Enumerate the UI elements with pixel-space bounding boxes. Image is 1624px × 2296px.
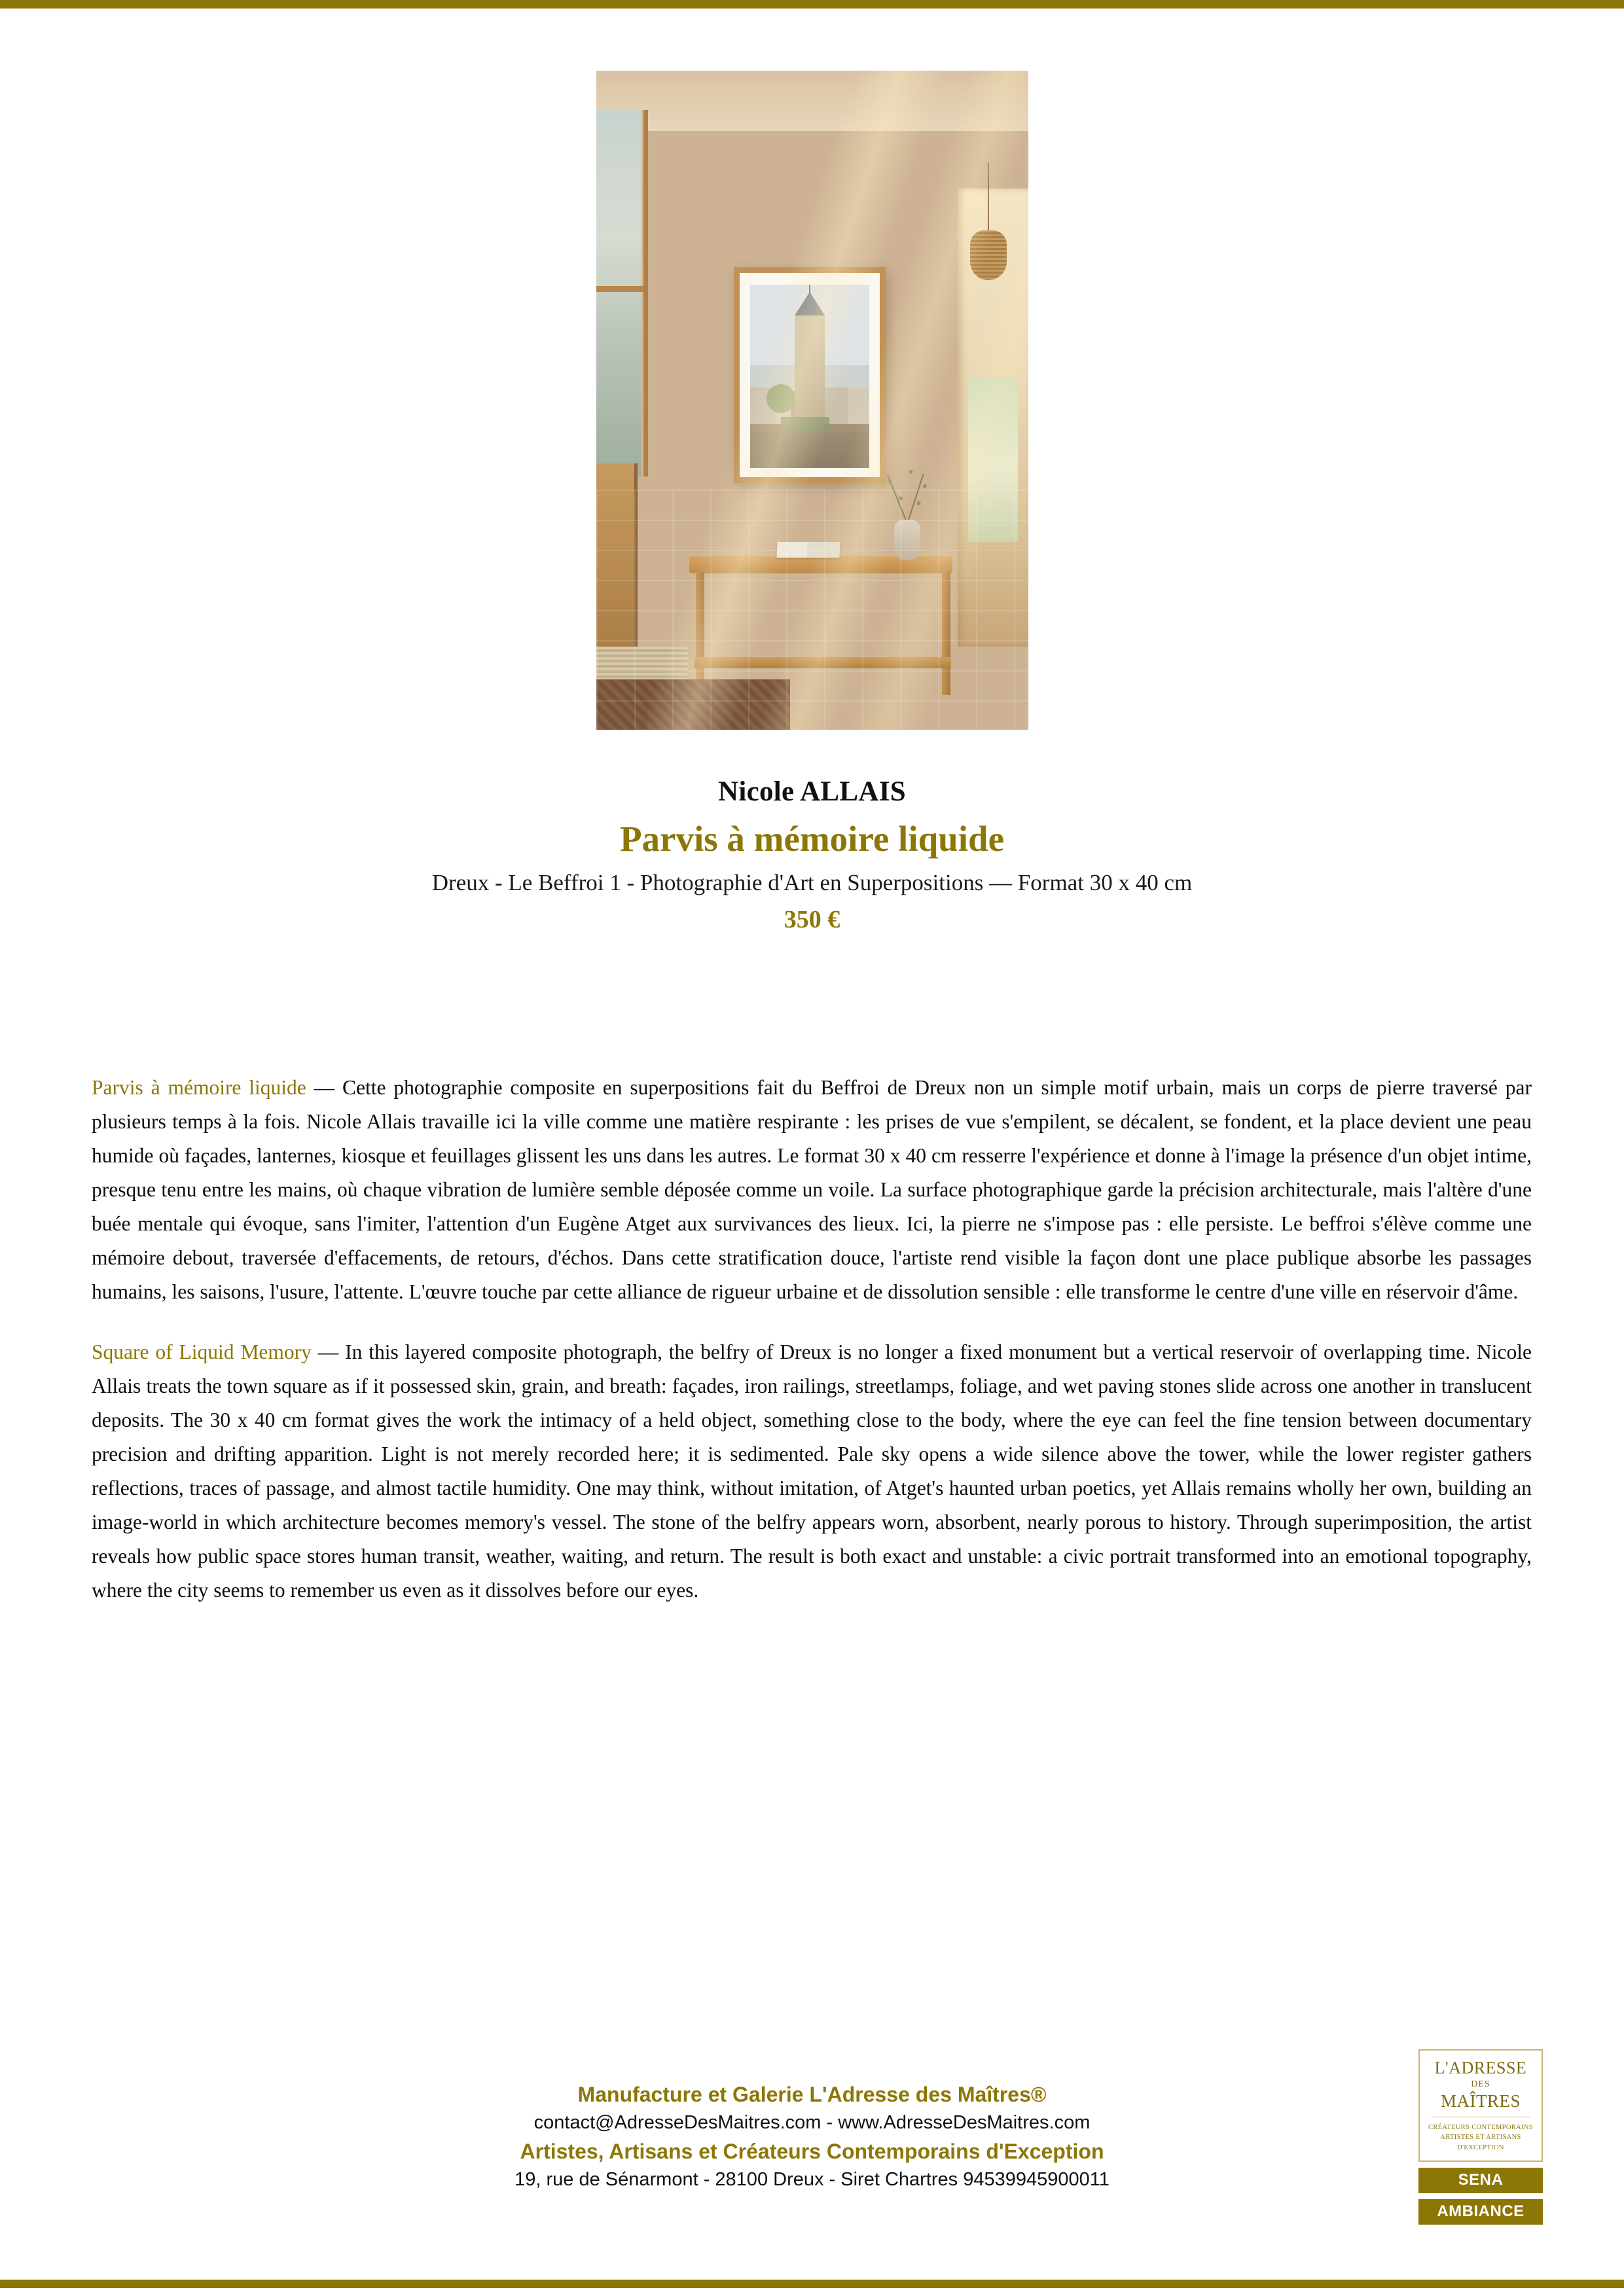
- title-block: [0, 776, 1624, 934]
- framed-print: [734, 267, 886, 483]
- page-title: Parvis à mémoire liquide: [619, 819, 1005, 859]
- persian-rug: [596, 679, 790, 730]
- description-lead-en: Square of Liquid Memory: [92, 1340, 312, 1363]
- top-gold-rule: [0, 0, 1624, 9]
- logo-line-2: DES: [1471, 2079, 1490, 2089]
- dried-branches: [878, 463, 938, 524]
- console-table-leg-right: [942, 572, 950, 695]
- belfry-photograph: [750, 285, 869, 468]
- woven-bench: [596, 647, 688, 681]
- console-table-shelf: [695, 657, 951, 668]
- plaza-ground: [750, 431, 869, 468]
- open-book: [776, 542, 840, 558]
- description-text-en: In this layered composite photograph, the belfry of Dreux is no longer a fixed monument but a vertical reservoir of overlapping time. Nicole Allais treats the town square as if it possessed skin, grain, and breath: façades, iron railings, streetlamps, foliage, and wet paving stones slide across one another in translucent deposits. The 30 x 40 cm format gives the work the intimacy of a held object, something close to the body, where the eye can feel the fine tension between documentary precision and drifting apparition. Light is not merely recorded here; it is sedimented. Pale sky opens a wide silence above the tower, while the lower register gathers reflections, traces of passage, and almost tactile humidity. One may think, without imitation, of Atget's haunted urban poetics, yet Allais remains wholly her own, building an image-world in which architecture becomes memory's vessel. The stone of the belfry appears worn, absorbent, nearly porous to history. Through superimposition, the artist reveals how public space stores human transit, weather, waiting, and return. The result is both exact and unstable: a civic portrait transformed into an emotional topography, where the city seems to remember us even as it dissolves before our eyes.: [92, 1340, 1532, 1602]
- belfry-tower: [795, 314, 825, 417]
- footer-contact[interactable]: contact@AdresseDesMaitres.com - www.AdresseDesMaitres.com: [533, 2112, 1091, 2134]
- artwork-photo: [596, 71, 1028, 730]
- footer: [0, 2080, 1624, 2193]
- brand-logo: [1418, 2049, 1543, 2162]
- footer-tagline: Artistes, Artisans et Créateurs Contemporains d'Exception: [520, 2139, 1104, 2163]
- logo-cluster: [1418, 2049, 1543, 2225]
- logo-line-1: L'ADRESSE: [1434, 2058, 1527, 2077]
- artwork-price: 350 €: [784, 906, 840, 933]
- pendant-lamp-icon: [988, 162, 989, 232]
- footer-address: 19, rue de Sénarmont - 28100 Dreux - Siret Chartres 94539945900011: [514, 2169, 1110, 2191]
- logo-fine-3: D'EXCEPTION: [1457, 2144, 1504, 2151]
- description-separator-fr: —: [306, 1076, 342, 1099]
- logo-line-3: MAÎTRES: [1440, 2090, 1521, 2111]
- interior-scene: [596, 71, 1028, 730]
- description-lead-fr: Parvis à mémoire liquide: [92, 1076, 306, 1099]
- description-paragraph-fr: [92, 1071, 1532, 1309]
- ceiling: [596, 71, 1028, 131]
- bottom-gold-rule: [0, 2280, 1624, 2288]
- description-body: [92, 1071, 1532, 1634]
- logo-fine-2: ARTISTES ET ARTISANS: [1440, 2134, 1521, 2142]
- logo-fine-1: CRÉATEURS CONTEMPORAINS: [1428, 2124, 1534, 2132]
- description-separator-en: —: [311, 1340, 346, 1363]
- window-left-icon: [596, 110, 648, 476]
- console-table-leg-left: [696, 572, 704, 695]
- artwork-subtitle: Dreux - Le Beffroi 1 - Photographie d'Art en Superpositions — Format 30 x 40 cm: [431, 870, 1193, 895]
- artist-name: Nicole ALLAIS: [717, 776, 906, 807]
- description-paragraph-en: [92, 1335, 1532, 1607]
- ceramic-vase: [894, 520, 920, 560]
- footer-company: Manufacture et Galerie L'Adresse des Maîtres®: [577, 2083, 1047, 2106]
- description-text-fr: Cette photographie composite en superpositions fait du Beffroi de Dreux non un simple motif urbain, mais un corps de pierre traversé par plusieurs temps à la fois. Nicole Allais travaille ici la ville comme une matière respirante : les prises de vue s'empilent, se décalent, se fondent, et la place devient une peau humide où façades, lanternes, kiosque et feuillages glissent les uns dans les autres. Le format 30 x 40 cm resserre l'expérience et donne à l'image la présence d'un objet intime, presque tenu entre les mains, où chaque vibration de lumière semble déposée comme un voile. La surface photographique garde la précision architecturale, mais l'altère d'une buée mentale qui évoque, sans l'imiter, l'attention d'un Eugène Atget aux survivances des lieux. Ici, la pierre ne s'impose pas : elle persiste. Le beffroi s'élève comme une mémoire debout, traversée d'effacements, de retours, d'échos. Dans cette stratification douce, l'artiste rend visible la façon dont une place publique absorbe les passages humains, les saisons, l'usure, l'attente. L'œuvre touche par cette alliance de rigueur urbaine et de dissolution sensible : elle transforme le centre d'une ville en réservoir d'âme.: [92, 1076, 1532, 1303]
- badge-sena: SENA: [1418, 2168, 1543, 2193]
- badge-ambiance: AMBIANCE: [1418, 2199, 1543, 2225]
